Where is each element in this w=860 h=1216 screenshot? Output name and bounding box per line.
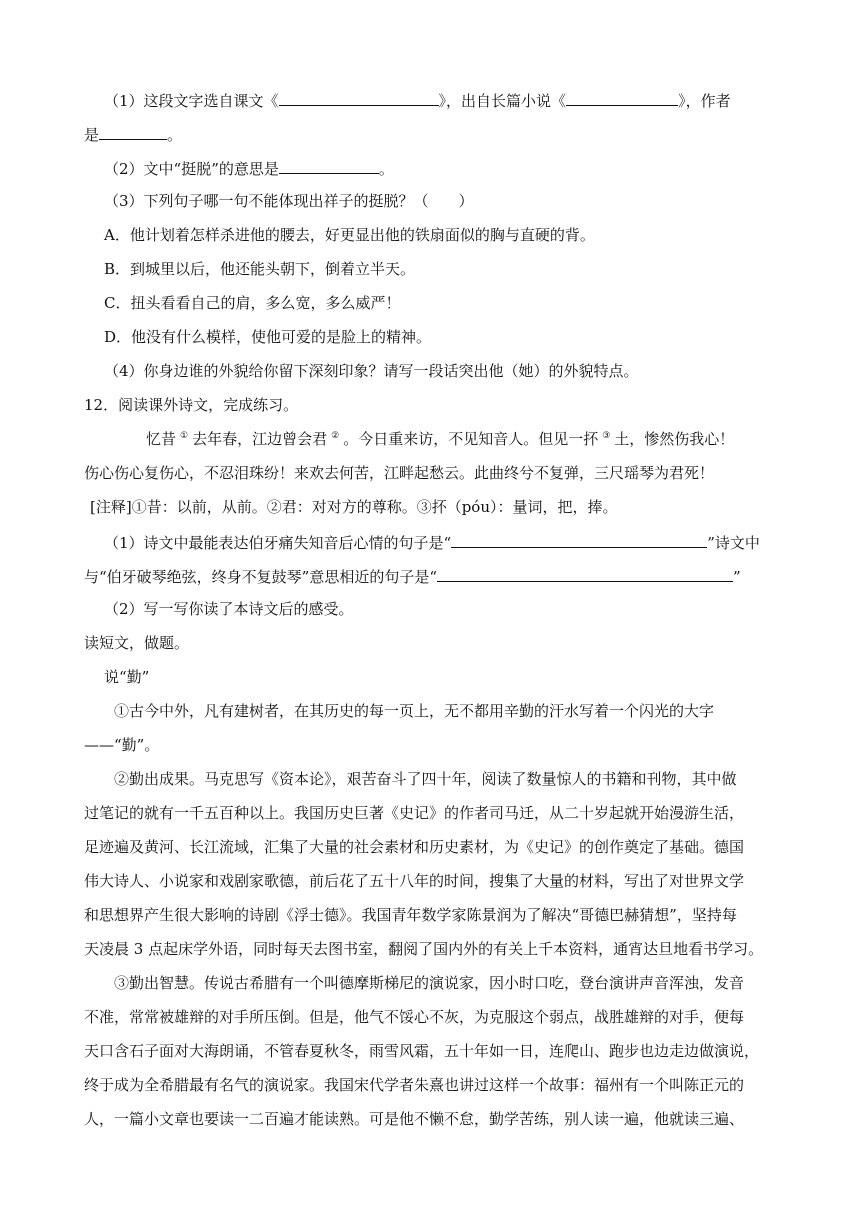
q11-option-c[interactable]: C．扭头看看自己的肩，多么宽，多么威严！ <box>104 294 401 312</box>
passage-p2-line5: 和思想界产生很大影响的诗剧《浮士德》。我国青年数学家陈景润为了解决“哥德巴赫猜想”，坚持每 <box>84 906 737 924</box>
passage-p2-line6: 天凌晨 3 点起床学外语，同时每天去图书室，翻阅了国内外的有关上千本资料，通宵达旦地看书学习。 <box>84 940 764 958</box>
q11-sub1-text-b: 》，出自长篇小说《 <box>438 92 567 110</box>
passage-p2-line1: ②勤出成果。马克思写《资本论》，艰苦奋斗了四十年，阅读了数量惊人的书籍和刊物，其中做 <box>114 770 737 788</box>
q11-sub1-line1 <box>104 89 731 111</box>
q12-annotation: [注释]①昔：以前，从前。②君：对对方的尊称。③抔（póu）：量词，把，捧。 <box>90 498 618 516</box>
q12-poem-line2: 伤心伤心复伤心，不忍泪珠纷！来欢去何苦，江畔起愁云。此曲终兮不复弹，三尺瑶琴为君死！ <box>84 464 715 482</box>
q11-option-b[interactable]: B．到城里以后，他还能头朝下，倒着立半天。 <box>104 260 416 278</box>
passage-p3-line2: 不准，常常被雄辩的对手所压倒。但是，他气不馁心不灰，为克服这个弱点，战胜雄辩的对手，便每 <box>84 1008 745 1026</box>
passage-title: 说“勤” <box>104 668 150 686</box>
q11-sub1-text-a: （1）这段文字选自课文《 <box>104 92 279 110</box>
passage-p3-line1: ③勤出智慧。传说古希腊有一个叫德摩斯梯尼的演说家，因小时口吃，登台演讲声音浑浊，发音 <box>114 974 745 992</box>
q12-sub2: （2）写一写你读了本诗文后的感受。 <box>104 600 354 618</box>
q11-sub4: （4）你身边谁的外貌给你留下深刻印象？请写一段话突出他（她）的外貌特点。 <box>104 362 639 380</box>
answer-blank-sentence-2[interactable] <box>437 565 733 582</box>
q11-sub2-text-b: 。 <box>378 160 394 178</box>
passage-p2-line2: 过笔记的就有一千五百种以上。我国历史巨著《史记》的作者司马迁，从二十岁起就开始漫游生活， <box>84 804 745 822</box>
poem-text-1c: 。今日重来访，不见知音人。但见一抔 <box>343 430 599 448</box>
q12-sub1-line1 <box>104 531 760 553</box>
answer-blank-author[interactable] <box>99 123 167 140</box>
poem-text-1d: 土，惨然伤我心！ <box>614 430 735 448</box>
q11-sub1-text-c: 》，作者 <box>678 92 731 110</box>
passage-p1-line1: ①古今中外，凡有建树者，在其历史的每一页上，无不都用辛勤的汗水写着一个闪光的大字 <box>114 702 715 720</box>
q12-sub1-text-a: （1）诗文中最能表达伯牙痛失知音后心情的句子是“ <box>104 534 452 552</box>
q12-sub1-text-c: 与“伯牙破琴绝弦，终身不复鼓琴”意思相近的句子是“ <box>84 568 438 586</box>
q11-sub1-text-d: 是 <box>84 126 100 144</box>
passage-p1-line2: ——“勤”。 <box>84 736 160 754</box>
passage-p3-line3: 天口含石子面对大海朗诵，不管春夏秋冬，雨雪风霜，五十年如一日，连爬山、跑步也边走边做演说， <box>84 1042 760 1060</box>
poem-text-1b: 去年春，江边曾会君 <box>192 430 328 448</box>
answer-blank-sentence-1[interactable] <box>451 531 707 548</box>
q12-sub1-text-b: ”诗文中 <box>707 534 760 552</box>
q12-sub1-text-d: ” <box>733 568 741 586</box>
footnote-marker-1: ① <box>180 431 189 441</box>
q11-sub3: （3）下列句子哪一句不能体现出祥子的挺脱？（ ） <box>104 192 474 210</box>
answer-blank-novel-title[interactable] <box>566 89 678 106</box>
q11-sub2 <box>104 157 394 179</box>
q11-sub1-line2 <box>84 123 182 145</box>
passage-p2-line4: 伟大诗人、小说家和戏剧家歌德，前后花了五十八年的时间，搜集了大量的材料，写出了对世界文学 <box>84 872 745 890</box>
footnote-marker-3: ③ <box>602 431 611 441</box>
answer-blank-lesson-title[interactable] <box>279 89 439 106</box>
passage-p3-line5: 人，一篇小文章也要读一二百遍才能读熟。可是他不懒不怠，勤学苦练，别人读一遍，他就读三遍、 <box>84 1110 745 1128</box>
q12-poem-line1 <box>146 429 734 452</box>
q11-sub2-text-a: （2）文中“挺脱”的意思是 <box>104 160 279 178</box>
passage-p3-line4: 终于成为全希腊最有名气的演说家。我国宋代学者朱熹也讲过这样一个故事：福州有一个叫陈正元的 <box>84 1076 745 1094</box>
reading-instruction: 读短文，做题。 <box>84 634 190 652</box>
answer-blank-meaning[interactable] <box>279 157 379 174</box>
q12-heading: 12．阅读课外诗文，完成练习。 <box>84 396 299 414</box>
q12-sub1-line2 <box>84 565 741 587</box>
poem-text-1a: 忆昔 <box>146 430 177 448</box>
q11-sub1-text-e: 。 <box>167 126 183 144</box>
footnote-marker-2: ② <box>331 431 340 441</box>
q11-option-d[interactable]: D．他没有什么模样，使他可爱的是脸上的精神。 <box>104 328 432 346</box>
passage-p2-line3: 足迹遍及黄河、长江流域，汇集了大量的社会素材和历史素材，为《史记》的创作奠定了基础。德国 <box>84 838 745 856</box>
q11-option-a[interactable]: A．他计划着怎样杀进他的腰去，好更显出他的铁扇面似的胸与直硬的背。 <box>104 226 595 244</box>
